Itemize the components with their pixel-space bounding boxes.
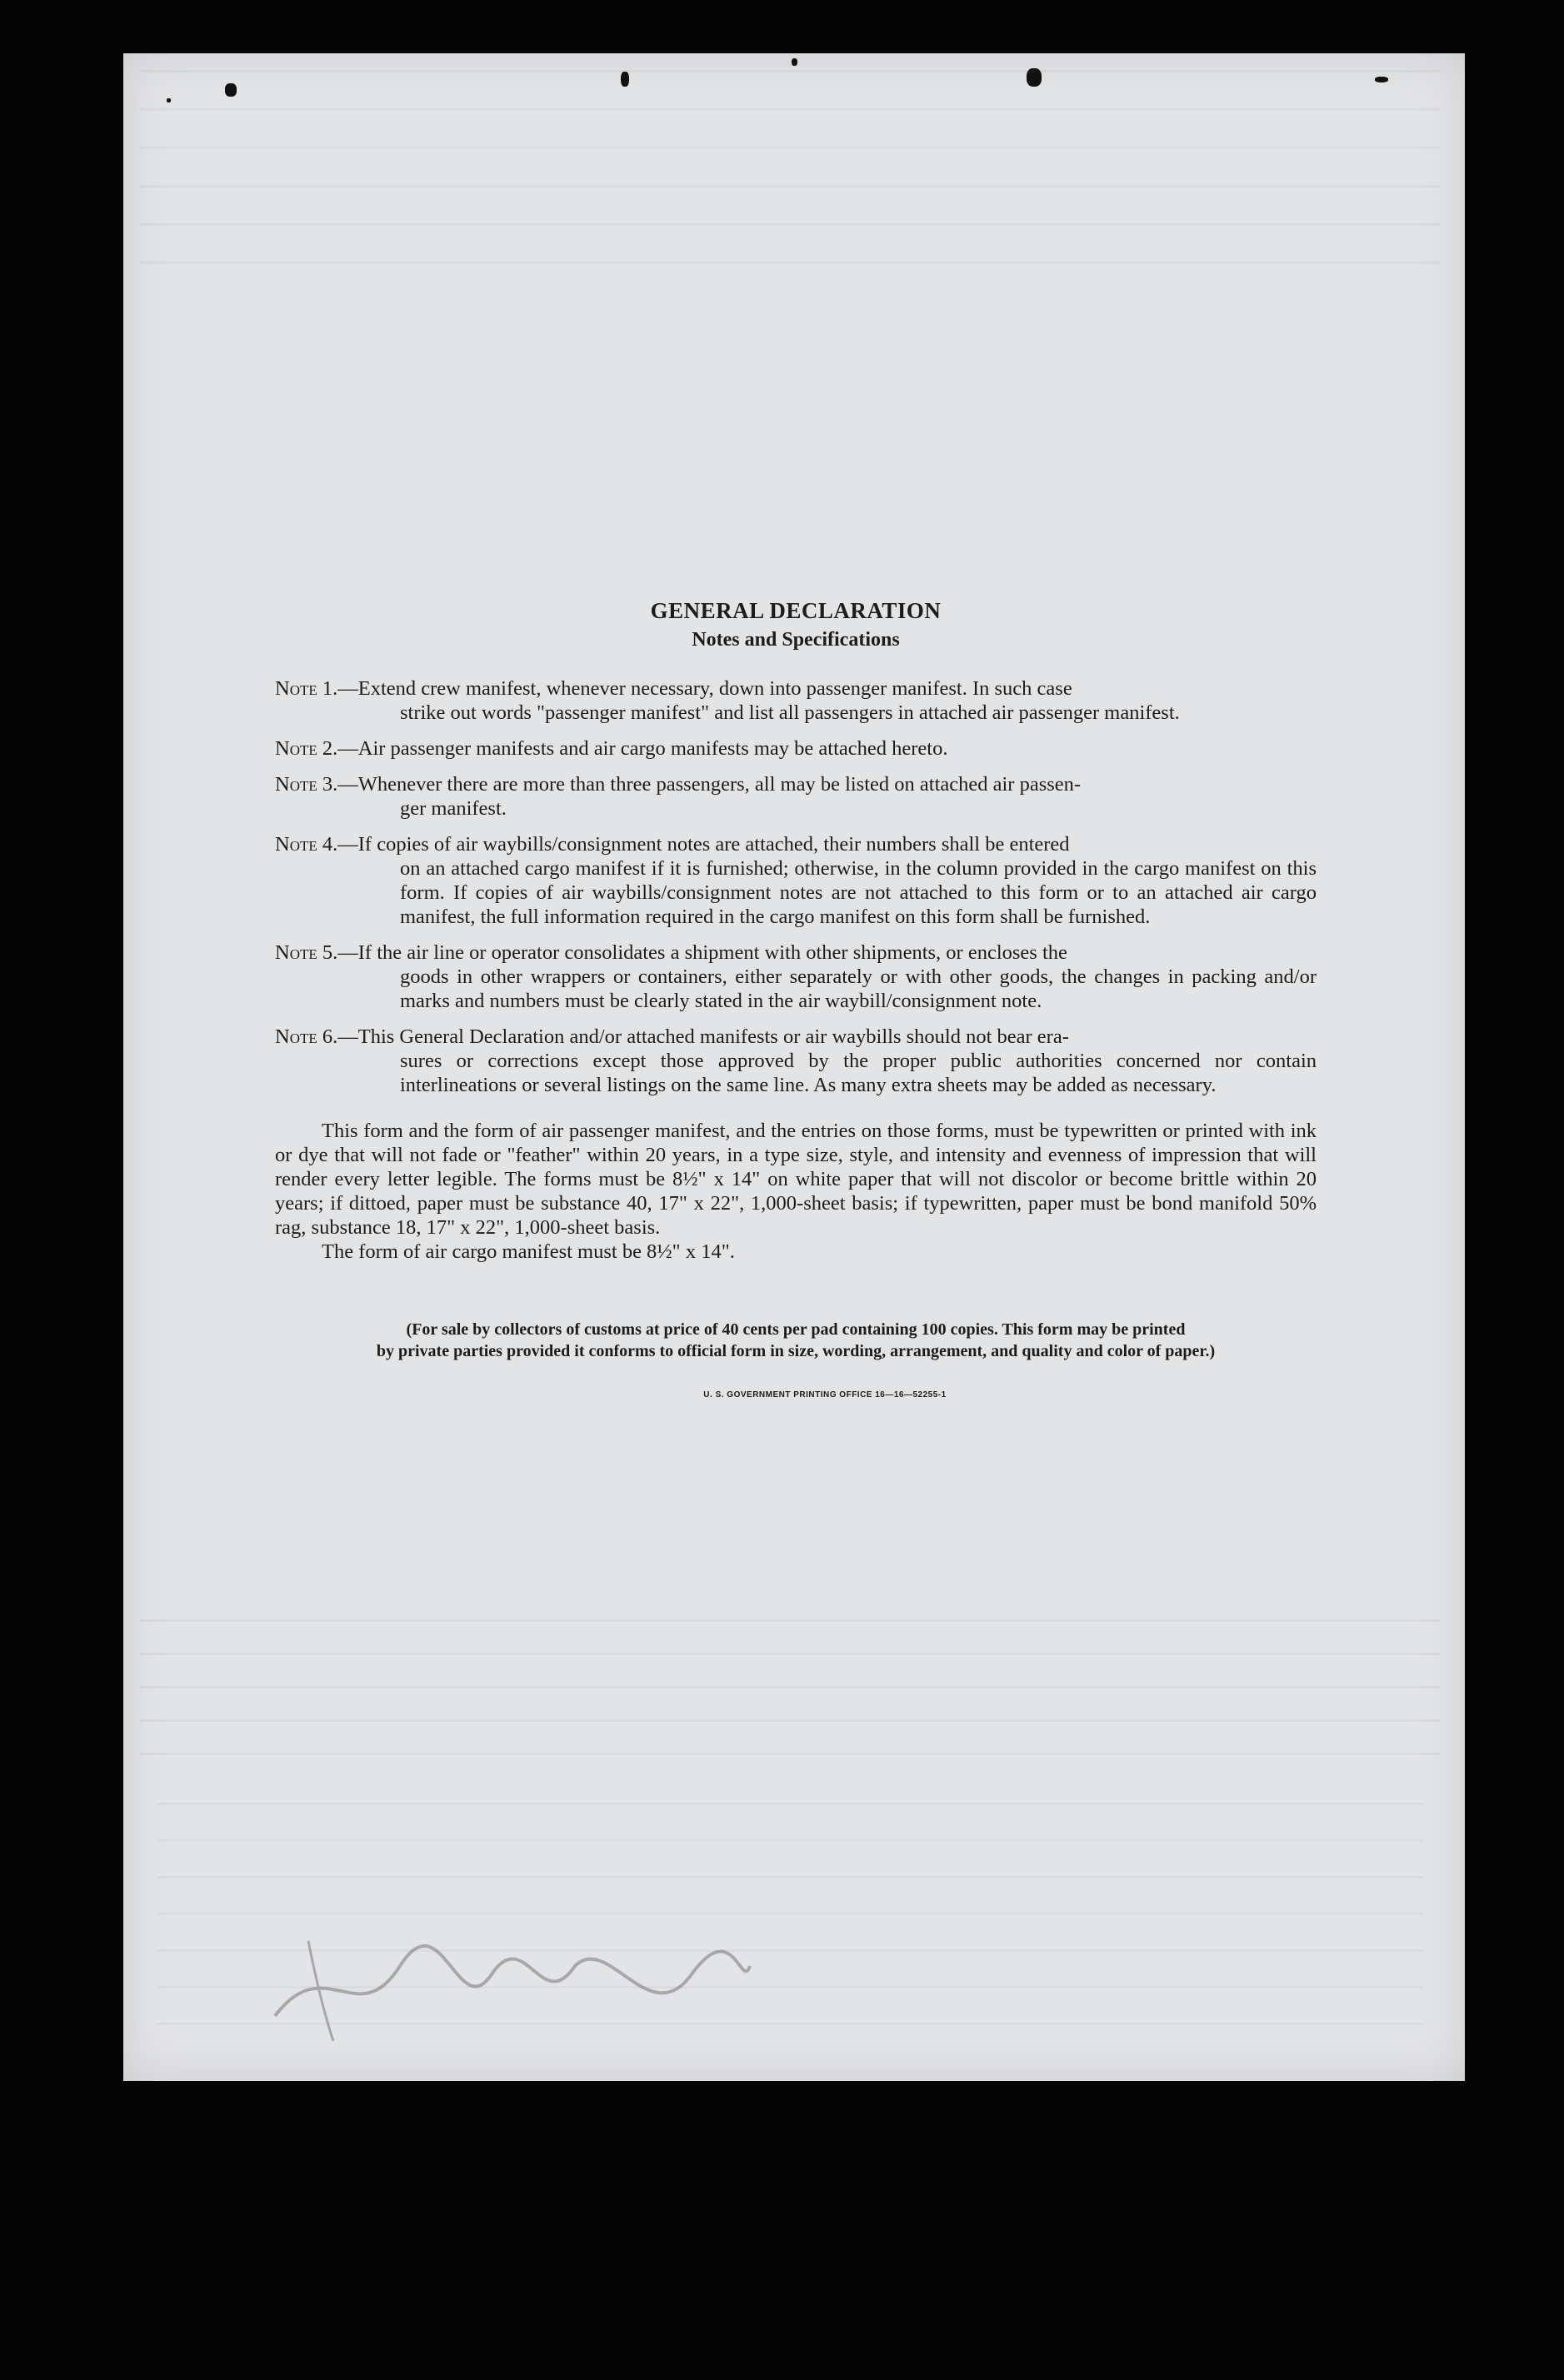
page-subtitle: Notes and Specifications — [692, 629, 900, 651]
note-label: Note 2. — [275, 737, 338, 760]
note-text-continued: sures or corrections except those approved by the proper public authorities concerned nor contain interlineations or several listings on the same line. As many extra sheets may be added as necessary. — [400, 1050, 1317, 1096]
note-text: —Whenever there are more than three passengers, all may be listed on attached air passen- — [337, 773, 1082, 796]
document-content — [275, 598, 1317, 1400]
note-text-continued: on an attached cargo manifest if it is furnished; otherwise, in the column provided in the cargo manifest on this form. If copies of air waybills/consignment notes are not attached to this form or to an attached air cargo manifest, the full information required in the cargo manifest on this form shall be furnished. — [400, 857, 1317, 928]
note-6 — [275, 1025, 1317, 1097]
bleed-through-texture — [140, 1619, 1440, 1786]
note-4 — [275, 832, 1317, 929]
note-text: —If the air line or operator consolidates a shipment with other shipments, or encloses the — [337, 941, 1067, 964]
note-1 — [275, 676, 1317, 725]
note-text: —Air passenger manifests and air cargo manifests may be attached hereto. — [337, 737, 948, 760]
page-title: GENERAL DECLARATION — [650, 598, 942, 623]
cargo-manifest-size-paragraph: The form of air cargo manifest must be 8½" x 14". — [322, 1240, 735, 1263]
paper-speck — [1027, 68, 1042, 87]
note-text: —This General Declaration and/or attached manifests or air waybills should not bear era- — [337, 1025, 1069, 1048]
note-5 — [275, 941, 1317, 1013]
paper-speck — [1375, 77, 1388, 82]
note-label: Note 6. — [275, 1025, 338, 1048]
note-text: —Extend crew manifest, whenever necessary, down into passenger manifest. In such case — [337, 677, 1072, 700]
bleed-through-texture — [140, 70, 1440, 270]
note-3 — [275, 772, 1317, 821]
paper-speck — [167, 98, 171, 102]
sale-notice — [275, 1319, 1317, 1362]
note-text-continued: goods in other wrappers or containers, either separately or with other goods, the changes in packing and/or marks and numbers must be clearly stated in the air waybill/consignment note. — [400, 965, 1317, 1012]
note-label: Note 3. — [275, 773, 338, 796]
paper-spec-paragraph: This form and the form of air passenger manifest, and the entries on those forms, must be typewritten or printed with ink or dye that will not fade or "feather" within 20 years, in a type size, style, and intensity and evenness of impression that will render every letter legible. The forms must be 8½" x 14" on white paper that will not discolor or become brittle within 20 years; if dittoed, paper must be substance 40, 17" x 22", 1,000-sheet basis; if typewritten, paper must be bond manifold 50% rag, substance 18, 17" x 22", 1,000-sheet basis. — [275, 1120, 1317, 1239]
paper-speck — [225, 83, 237, 97]
note-label: Note 4. — [275, 833, 338, 856]
note-text-continued: ger manifest. — [400, 797, 507, 820]
printer-mark: U. S. GOVERNMENT PRINTING OFFICE 16—16—52255-1 — [703, 1390, 947, 1400]
paper-speck — [792, 58, 797, 66]
paper-speck — [621, 72, 629, 87]
note-text-continued: strike out words "passenger manifest" and list all passengers in attached air passenger manifest. — [400, 701, 1180, 724]
sale-notice-line: (For sale by collectors of customs at price of 40 cents per pad containing 100 copies. This form may be printed — [406, 1320, 1186, 1339]
sale-notice-line: by private parties provided it conforms to official form in size, wording, arrangement, and quality and color of paper.) — [376, 1342, 1216, 1360]
note-label: Note 1. — [275, 677, 338, 700]
note-2 — [275, 736, 1317, 761]
note-text: —If copies of air waybills/consignment notes are attached, their numbers shall be entered — [337, 833, 1070, 856]
note-label: Note 5. — [275, 941, 338, 964]
signature-bleed-through — [258, 1916, 758, 2049]
